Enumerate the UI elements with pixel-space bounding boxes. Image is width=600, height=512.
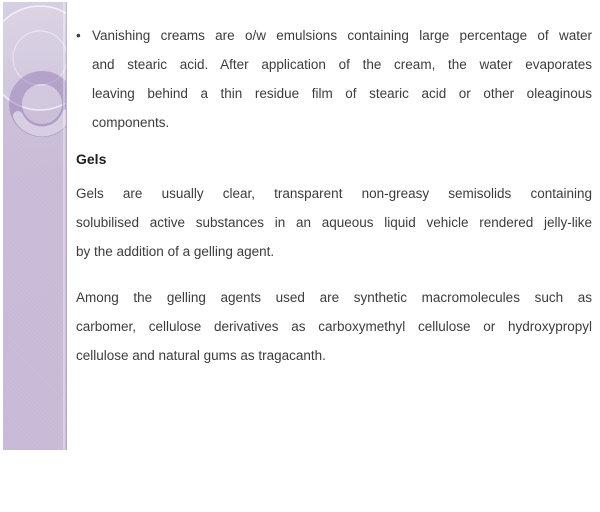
text-line: cellulose and natural gums as tragacanth. (76, 348, 326, 363)
text-line: carbomer, cellulose derivatives as carboxymethyl cellulose or hydroxypropyl (76, 319, 592, 334)
heading-gels: Gels (76, 151, 107, 167)
bullet-marker: • (76, 28, 81, 43)
text-line: Among the gelling agents used are synthetic macromolecules such as (76, 290, 592, 305)
text-line: solubilised active substances in an aqueous liquid vehicle rendered jelly-like (76, 215, 592, 230)
sidebar-circles-graphic (3, 2, 66, 450)
band-edge-highlight (63, 2, 65, 450)
text-line: and stearic acid. After application of the cream, the water evaporates (92, 57, 592, 72)
bullet-item-vanishing-creams (76, 21, 592, 137)
sidebar-decoration (3, 2, 67, 450)
text-line: Gels are usually clear, transparent non-greasy semisolids containing (76, 186, 592, 201)
paragraph-gels-definition (76, 179, 592, 266)
text-line: components. (92, 115, 170, 130)
text-line: by the addition of a gelling agent. (76, 244, 275, 259)
text-line: Vanishing creams are o/w emulsions containing large percentage of water (92, 28, 592, 43)
text-line: leaving behind a thin residue film of stearic acid or other oleaginous (92, 86, 592, 101)
slide-content (76, 21, 592, 370)
paragraph-gelling-agents (76, 283, 592, 370)
